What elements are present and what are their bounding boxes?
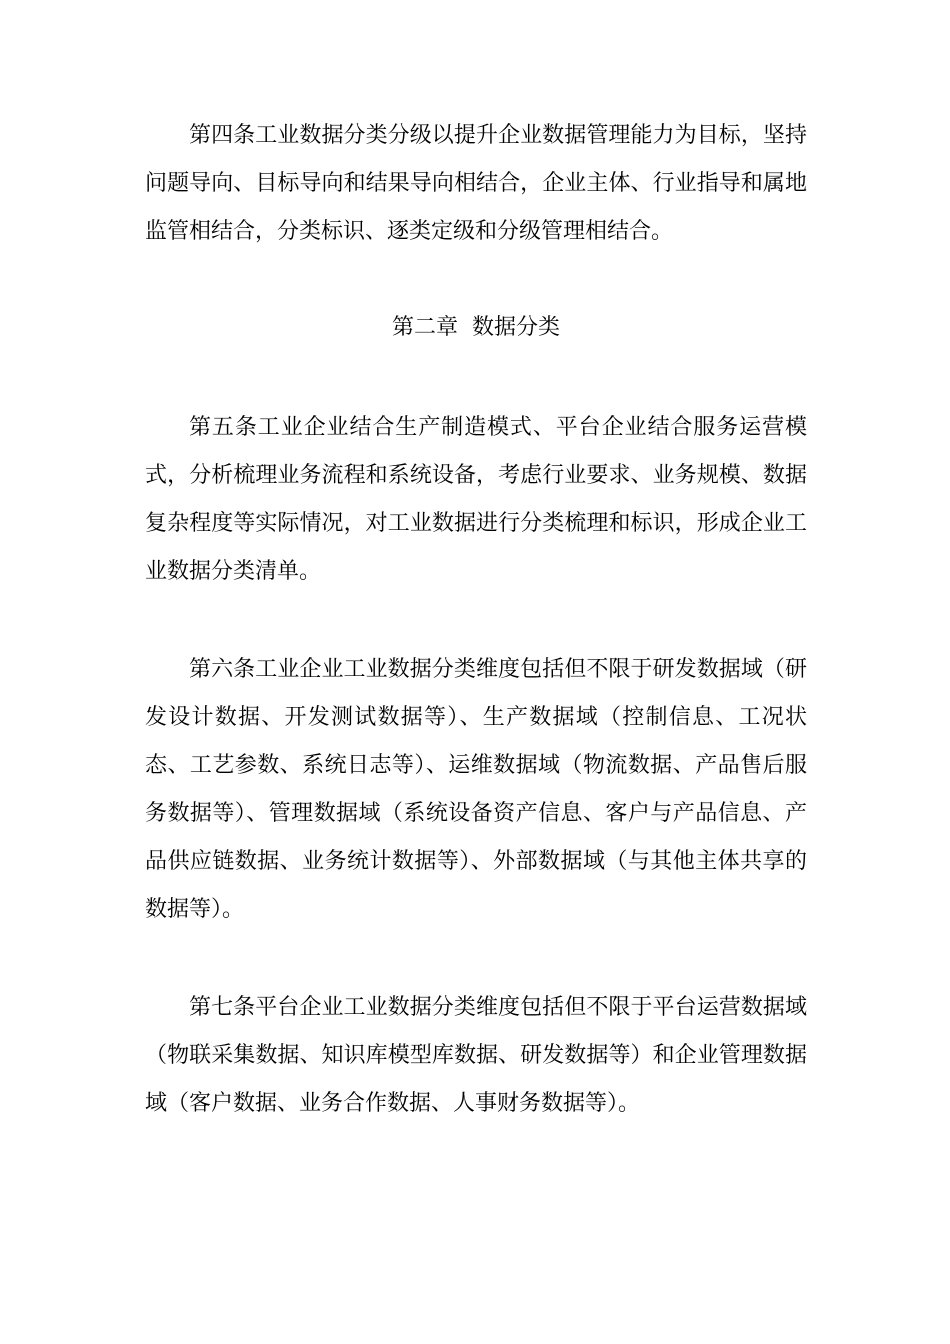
article-5-paragraph: 第五条工业企业结合生产制造模式、平台企业结合服务运营模式，分析梳理业务流程和系统设备，考虑行业要求、业务规模、数据复杂程度等实际情况，对工业数据进行分类梳理和标识，形成企业工业数据分类清单。 [145,415,807,584]
document-page [145,112,807,1128]
article-6-paragraph: 第六条工业企业工业数据分类维度包括但不限于研发数据域（研发设计数据、开发测试数据等）、生产数据域（控制信息、工况状态、工艺参数、系统日志等）、运维数据域（物流数据、产品售后服务数据等）、管理数据域（系统设备资产信息、客户与产品信息、产品供应链数据、业务统计数据等）、外部数据域（与其他主体共享的数据等）。 [145,657,807,922]
article-7-paragraph: 第七条平台企业工业数据分类维度包括但不限于平台运营数据域（物联采集数据、知识库模型库数据、研发数据等）和企业管理数据域（客户数据、业务合作数据、人事财务数据等）。 [145,995,807,1116]
chapter-2-heading: 第二章 数据分类 [392,315,560,340]
article-4-paragraph: 第四条工业数据分类分级以提升企业数据管理能力为目标，坚持问题导向、目标导向和结果导向相结合，企业主体、行业指导和属地监管相结合，分类标识、逐类定级和分级管理相结合。 [145,123,807,244]
